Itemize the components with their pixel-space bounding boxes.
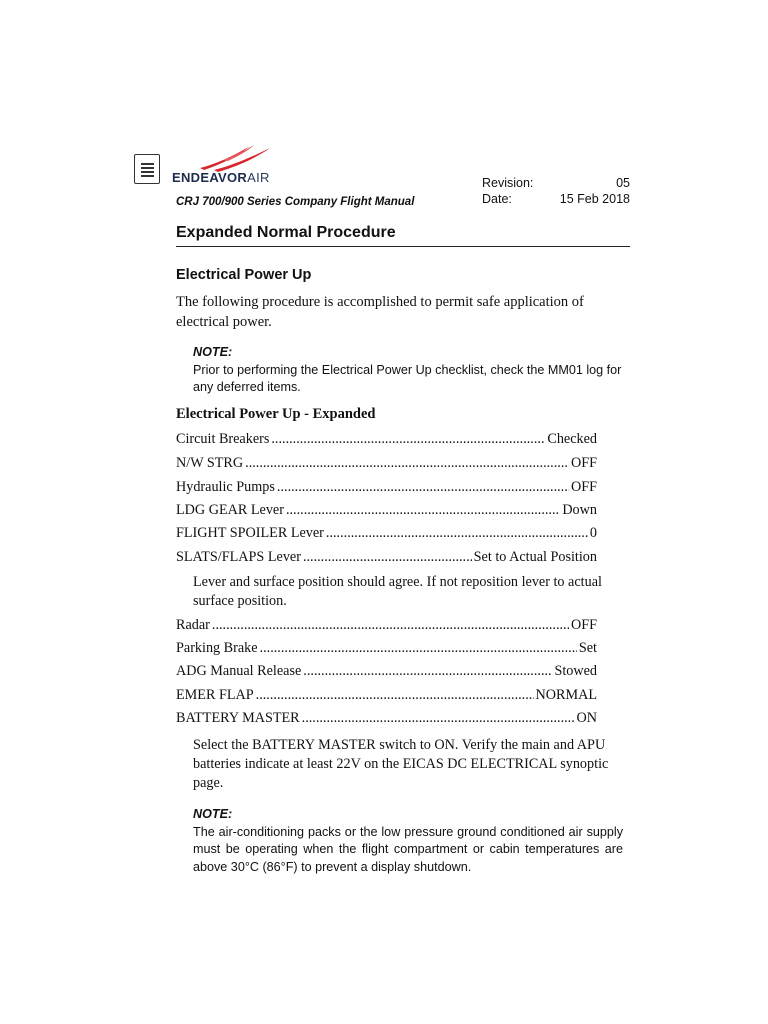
- note-label: NOTE:: [193, 807, 233, 821]
- menu-icon-line: [141, 163, 154, 165]
- item-value: OFF: [570, 455, 597, 471]
- checklist-item: [176, 640, 597, 660]
- item-label: LDG GEAR Lever: [176, 502, 284, 518]
- leader-dots: [212, 617, 569, 634]
- item-label: EMER FLAP: [176, 687, 254, 703]
- logo-swoosh-icon: [194, 144, 274, 172]
- checklist-item: [176, 663, 597, 683]
- menu-icon-line: [141, 175, 154, 177]
- note-label: NOTE:: [193, 345, 233, 359]
- revision-value: 05: [616, 176, 630, 190]
- leader-dots: [303, 549, 472, 566]
- item-label: Parking Brake: [176, 640, 258, 656]
- item-label: Radar: [176, 617, 210, 633]
- section-title: Expanded Normal Procedure: [176, 224, 396, 241]
- leader-dots: [260, 640, 577, 657]
- note-block-2: [193, 806, 623, 876]
- menu-button[interactable]: [134, 154, 160, 184]
- section-divider: [176, 246, 630, 247]
- item-value: OFF: [570, 479, 597, 495]
- menu-icon-line: [141, 171, 154, 173]
- leader-dots: [277, 479, 569, 496]
- leader-dots: [256, 687, 534, 704]
- checklist-item: [176, 549, 597, 569]
- checklist-item: [176, 455, 597, 475]
- item-value: Stowed: [554, 663, 597, 679]
- item-value: ON: [576, 710, 597, 726]
- checklist-item: [176, 710, 597, 730]
- item-value: NORMAL: [535, 687, 597, 703]
- item-value: Set to Actual Position: [473, 549, 597, 565]
- subsection-title: Electrical Power Up: [176, 267, 312, 283]
- leader-dots: [245, 455, 569, 472]
- checklist-title: Electrical Power Up - Expanded: [176, 406, 376, 422]
- checklist-item: [176, 687, 597, 707]
- item-value: Set: [578, 640, 597, 656]
- manual-title: CRJ 700/900 Series Company Flight Manual: [176, 196, 415, 208]
- item-label: FLIGHT SPOILER Lever: [176, 525, 324, 541]
- leader-dots: [286, 502, 560, 519]
- item-label: N/W STRG: [176, 455, 244, 471]
- battery-detail-text: Select the BATTERY MASTER switch to ON. Verify the main and APU batteries indicate at least 22V on the EICAS DC ELECTRICAL synoptic page.: [193, 737, 609, 791]
- note-text: Prior to performing the Electrical Power Up checklist, check the MM01 log for any deferred items.: [193, 362, 622, 394]
- checklist-item: [176, 502, 597, 522]
- revision-block: [482, 176, 630, 208]
- item-label: Hydraulic Pumps: [176, 479, 275, 495]
- date-value: 15 Feb 2018: [559, 192, 630, 206]
- item-label: BATTERY MASTER: [176, 710, 300, 726]
- checklist-item: [176, 525, 597, 545]
- revision-label: Revision:: [482, 176, 534, 190]
- leader-dots: [302, 710, 575, 727]
- date-label: Date:: [482, 192, 512, 206]
- item-value: Down: [562, 502, 597, 518]
- checklist-item: [176, 431, 597, 451]
- checklist-item: [176, 479, 597, 499]
- menu-icon-line: [141, 167, 154, 169]
- slats-detail-text: Lever and surface position should agree. If not reposition lever to actual surface position.: [193, 574, 602, 609]
- note-text: The air-conditioning packs or the low pressure ground conditioned air supply must be operating when the flight compartment or cabin temperatures are above 30°C (86°F) to prevent a display shutdown.: [193, 824, 623, 874]
- logo-wordmark: ENDEAVORAIR: [172, 170, 270, 185]
- item-label: ADG Manual Release: [176, 663, 302, 679]
- intro-paragraph: The following procedure is accomplished to permit safe application of electrical power.: [176, 294, 584, 330]
- endeavor-air-logo: [172, 144, 282, 188]
- leader-dots: [326, 525, 588, 542]
- item-value: OFF: [570, 617, 597, 633]
- item-value: Checked: [547, 431, 597, 447]
- checklist-item: [176, 617, 597, 637]
- item-value: 0: [589, 525, 597, 541]
- leader-dots: [271, 431, 545, 448]
- leader-dots: [303, 663, 552, 680]
- item-label: SLATS/FLAPS Lever: [176, 549, 301, 565]
- note-block-1: [193, 344, 623, 397]
- item-label: Circuit Breakers: [176, 431, 270, 447]
